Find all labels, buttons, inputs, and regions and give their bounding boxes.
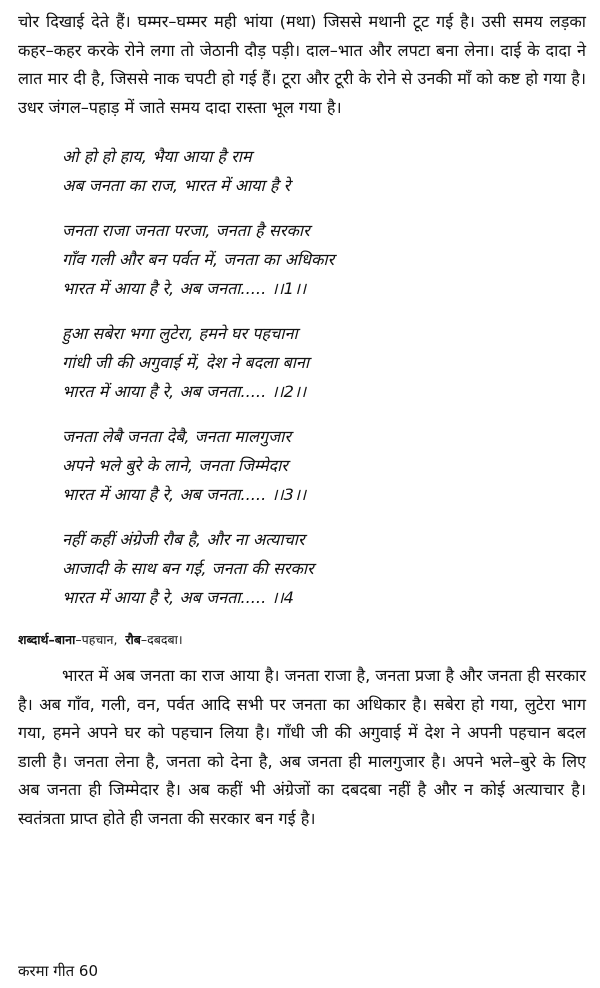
stanza-line: भारत में आया है रे, अब जनता..... ।।2।। [62,382,307,401]
glossary-meaning: –दबदबा। [140,632,183,647]
stanza-line: नहीं कहीं अंग्रेजी रौब है, और ना अत्याचार [62,530,305,549]
refrain-line: अब जनता का राज, भारत में आया है रे [62,176,291,195]
stanza-line: भारत में आया है रे, अब जनता..... ।।1।। [62,279,307,298]
stanza-line: गाँव गली और बन पर्वत में, जनता का अधिकार [62,250,335,269]
stanza-line: हुआ सबेरा भगा लुटेरा, हमने घर पहचाना [62,324,298,343]
song-refrain [18,142,586,200]
song-stanza-4 [18,525,586,612]
refrain-line: ओ हो हो हाय, भैया आया है राम [62,147,252,166]
stanza-line: भारत में आया है रे, अब जनता..... ।।4 [62,588,294,607]
song-stanza-3 [18,422,586,509]
page-content [18,8,586,833]
glossary-meaning: –पहचान, [75,632,118,647]
stanza-line: गांधी जी की अगुवाई में, देश ने बदला बाना [62,353,310,372]
glossary [18,630,586,650]
intro-paragraph [18,8,586,122]
explanation-text: भारत में अब जनता का राज आया है। जनता राजा है, जनता प्रजा है और जनता ही सरकार है। अब गाँव, गली, वन, पर्वत आदि सभी पर जनता का अधिकार है। सबेरा हो गया, लुटेरा भाग गया, हमने अपने घर को पहचान लिया है। गाँधी जी की अगुवाई में देश ने अपनी पहचान बदल डाली है। जनता लेना है, जनता को देना है, अब जनता ही मालगुजार है। अपने भले–बुरे के लिए अब जनता ही जिम्मेदार है। अब कहीं भी अंग्रेजों का दबदबा नहीं है और न कोई अत्याचार है। स्वतंत्रता प्राप्त होते ही जनता की सरकार बन गई है। [18,666,586,828]
page-footer: करमा गीत 60 [18,962,99,980]
song-stanza-1 [18,216,586,303]
explanation-paragraph [18,662,586,833]
stanza-line: भारत में आया है रे, अब जनता..... ।।3।। [62,485,307,504]
stanza-line: आजादी के साथ बन गई, जनता की सरकार [62,559,314,578]
stanza-line: जनता राजा जनता परजा, जनता है सरकार [62,221,310,240]
stanza-line: जनता लेबै जनता देबै, जनता मालगुजार [62,427,291,446]
intro-text: चोर दिखाई देते हैं। घम्मर–घम्मर मही भांया (मथा) जिससे मथानी टूट गई है। उसी समय लड़का कहर–कहर करके रोने लगा तो जेठानी दौड़ पड़ी। दाल–भात और लपटा बना लेना। दाई के दादा ने लात मार दी है, जिससे नाक चपटी हो गई हैं। टूरा और टूरी के रोने से उनकी माँ को कष्ट हो गया है। उधर जंगल–पहाड़ में जाते समय दादा रास्ता भूल गया है। [18,12,586,117]
glossary-heading: शब्दार्थ– [18,632,55,647]
glossary-term: बाना [54,632,76,647]
stanza-line: अपने भले बुरे के लाने, जनता जिम्मेदार [62,456,288,475]
song-stanza-2 [18,319,586,406]
glossary-term: रौब [125,632,141,647]
